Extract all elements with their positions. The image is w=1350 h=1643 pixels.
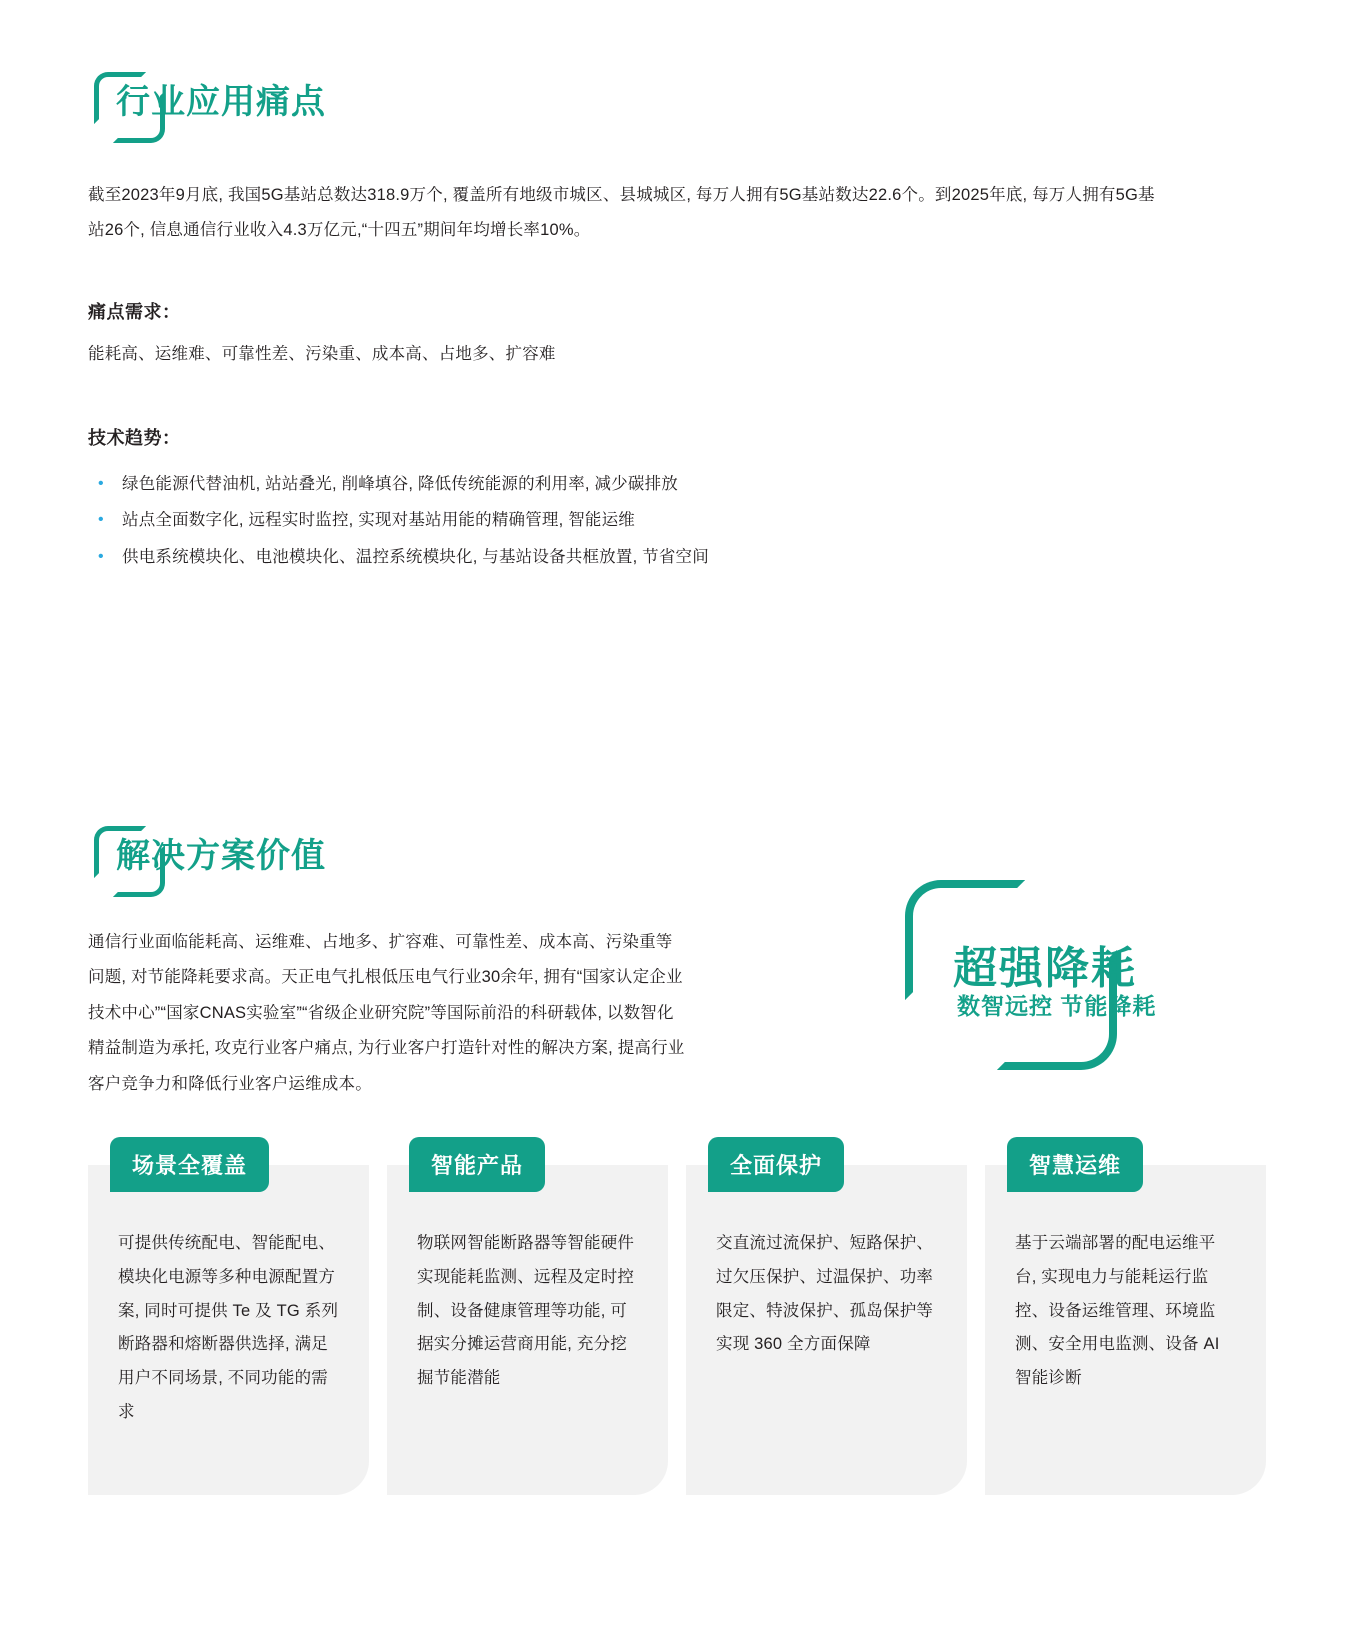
pain-text: 能耗高、运维难、可靠性差、污染重、成本高、占地多、扩容难 [88, 345, 556, 363]
list-item: • 站点全面数字化, 远程实时监控, 实现对基站用能的精确管理, 智能运维 [88, 502, 988, 538]
list-item: • 供电系统模块化、电池模块化、温控系统模块化, 与基站设备共框放置, 节省空间 [88, 539, 988, 575]
badge-title: 超强降耗 [953, 944, 1137, 993]
feature-card [985, 1153, 1266, 1495]
solution-value-paragraph: 通信行业面临能耗高、运维难、占地多、扩容难、可靠性差、成本高、污染重等问题, 对节能降耗要求高。天正电气扎根低压电气行业30余年, 拥有“国家认定企业技术中心”“国家CNAS实验室”“省级企业研究院”等国际前沿的科研载体, 以数智化精益制造为承托, 攻克行业客户痛点, 为行业客户打造针对性的解决方案, 提高行业客户竞争力和降低行业客户运维成本。 [88, 933, 685, 1093]
trend-heading: 技术趋势： [88, 428, 181, 448]
feature-card [686, 1153, 967, 1495]
badge-subtitle: 数智远控 节能降耗 [957, 993, 1157, 1019]
feature-card-chip: 智慧运维 [1007, 1137, 1143, 1192]
feature-card-chip: 全面保护 [708, 1137, 844, 1192]
feature-card-body: 物联网智能断路器等智能硬件实现能耗监测、远程及定时控制、设备健康管理等功能, 可据实分摊运营商用能, 充分挖掘节能潜能 [417, 1234, 635, 1388]
intro-paragraph: 截至2023年9月底, 我国5G基站总数达318.9万个, 覆盖所有地级市城区、县城城区, 每万人拥有5G基站数达22.6个。到2025年底, 每万人拥有5G基站26个, 信息通信行业收入4.3万亿元,“十四五”期间年均增长率10%。 [88, 186, 1155, 239]
feature-card [387, 1153, 668, 1495]
highlight-badge [905, 880, 1175, 1065]
feature-card [88, 1153, 369, 1495]
section-heading-pain-points [94, 72, 326, 123]
page-title-pain-points: 行业应用痛点 [116, 83, 326, 121]
feature-card-body: 可提供传统配电、智能配电、模块化电源等多种电源配置方案, 同时可提供 Te 及 TG 系列断路器和熔断器供选择, 满足用户不同场景, 不同功能的需求 [118, 1234, 339, 1422]
pain-heading: 痛点需求： [88, 302, 181, 322]
trend-list [88, 466, 988, 575]
section-heading-solution-value [94, 826, 326, 877]
feature-card-body: 交直流过流保护、短路保护、过欠压保护、过温保护、功率限定、特波保护、孤岛保护等实现 360 全方面保障 [716, 1234, 934, 1354]
feature-card-chip: 场景全覆盖 [110, 1137, 269, 1192]
feature-card-list [88, 1153, 1268, 1495]
list-item: • 绿色能源代替油机, 站站叠光, 削峰填谷, 降低传统能源的利用率, 减少碳排放 [88, 466, 988, 502]
page-title-solution-value: 解决方案价值 [116, 837, 326, 875]
feature-card-body: 基于云端部署的配电运维平台, 实现电力与能耗运行监控、设备运维管理、环境监测、安全用电监测、设备 AI 智能诊断 [1015, 1234, 1220, 1388]
feature-card-chip: 智能产品 [409, 1137, 545, 1192]
